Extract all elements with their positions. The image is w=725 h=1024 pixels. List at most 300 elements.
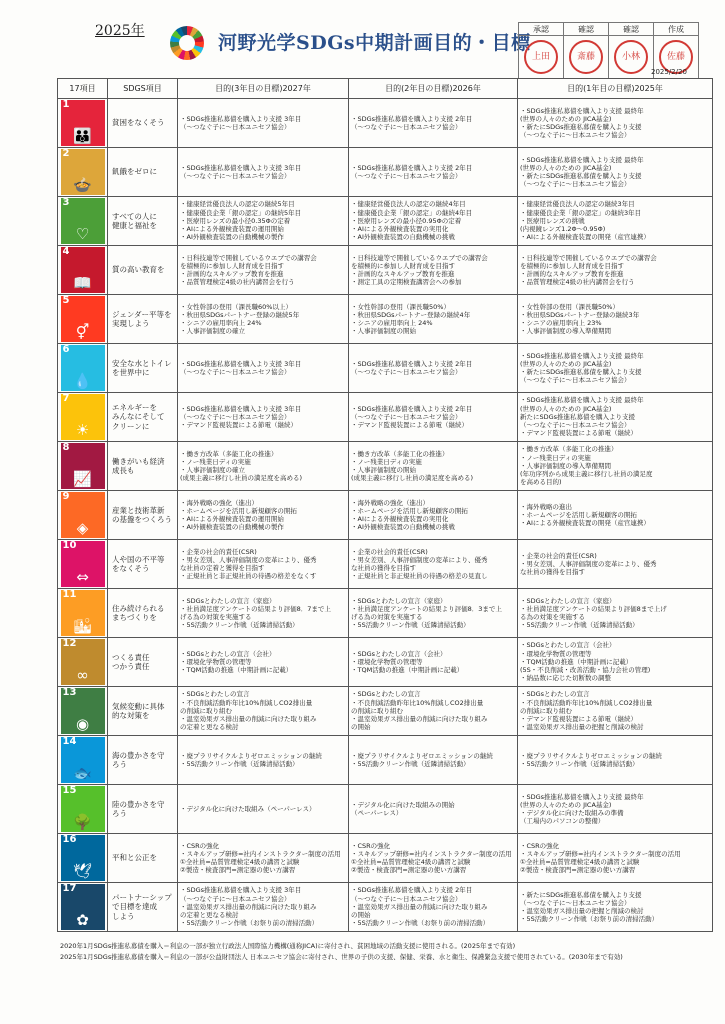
sdg-goal-icon <box>61 345 105 391</box>
target-line: ・シニアの雇用率向上 23% <box>520 319 602 327</box>
sdg-goal-icon <box>61 786 105 832</box>
target-line: (成果主義に移行し社員の満足度を高める) <box>180 474 303 483</box>
target-line: な社員の獲得を目指す <box>520 568 585 577</box>
sdg-goal-name <box>108 246 178 295</box>
target-line: ・企業の社会的責任(CSR) <box>180 547 257 556</box>
target-line: ・SDGsとわたしの宣言（家庭） <box>520 596 616 605</box>
target-line: （〜つなぐ子に〜日本ユニセフ協会） <box>180 172 291 180</box>
target-line: な社員の獲得を目指す <box>351 564 416 572</box>
sdg-goal-name <box>108 883 178 932</box>
sdg-goal-number: 7 <box>62 393 70 404</box>
goal-name-line: 安全な水とトイレ <box>112 358 172 368</box>
target-line: ・ノー残業日ディの実施 <box>180 457 251 466</box>
sdg-goal-pictogram-icon: 🕊 <box>72 861 93 880</box>
target-line: ・5S活動クリーン作戦（近隣清掃活動） <box>180 760 299 768</box>
target-line: の開始 <box>351 911 371 920</box>
target-line: ・新たにSDGs推進私募債を購入より支援 <box>520 172 642 180</box>
target-line: ・SDGs推進私募債を購入より支援 2年目 <box>351 886 473 895</box>
target-line: （〜つなぐ子に〜日本ユニセフ協会） <box>351 368 462 376</box>
target-line: (5S・不良削減・改善活動・協力会社の管理) <box>520 666 651 675</box>
target-line: の削減に取り組む <box>351 706 403 715</box>
goal-name-line: 海の豊かさを守 <box>112 750 165 760</box>
sdg-goal-number: 1 <box>62 99 70 110</box>
approval-label: 確認 <box>564 23 609 36</box>
target-line: ・企業の社会的責任(CSR) <box>520 551 597 560</box>
target-line: ・海外戦略の進出 <box>520 502 572 511</box>
document-date: 2025/2/20 <box>651 68 687 76</box>
target-line: ・温室効果ガス排出量の削減に向けた取り組み <box>351 715 488 724</box>
sdg-goal-name <box>108 344 178 393</box>
sdg-goal-name <box>108 589 178 638</box>
target-line: ・男女差別、人事評価制度の変革により、優秀 <box>520 559 657 568</box>
target-line: ・正規社員と非正規社員の待遇の格差をなくす <box>180 572 317 581</box>
goal-target-y2025 <box>518 442 713 491</box>
target-line: ・計画的なスキルアップ教育を推進 <box>180 270 284 278</box>
target-line: ・デジタル化に向けた取組みの開始 <box>351 800 455 809</box>
target-line: ・働き方改革（多能工化の推進） <box>351 449 449 458</box>
target-line: （〜つなぐ子に〜日本ユニセフ協会） <box>520 898 631 907</box>
sdg-goal-number: 9 <box>62 491 70 502</box>
goal-target-y2027 <box>178 883 349 932</box>
sdg-goal-name <box>108 540 178 589</box>
goal-name-line: を世界中に <box>112 368 150 377</box>
target-line: ・SDGs推進私募債を購入より支援 3年目 <box>180 114 302 123</box>
target-line: ・医療用レンズの最小径0.35Φの定着 <box>180 216 291 225</box>
target-line: ・ノー残業日ディの実施 <box>520 453 591 462</box>
footnote: 2025年1月SDGs推進私募債を購入＝利息の一部が公益財団法人 日本ユニセフ協会に寄付され、世界の子供の支援、保健、栄養、水と衛生、保護緊急支援で使用されている。(2030年まで有効) <box>60 953 623 961</box>
sdg-goal-icon <box>61 492 105 538</box>
target-line: ・人事評価制度の確立 <box>180 327 245 336</box>
target-line: を積極的に参加し人財育成を目指す <box>180 261 284 270</box>
target-line: (成果主義に移行し社員の満足度を高める) <box>351 474 474 483</box>
sdg-goal-number: 8 <box>62 442 70 453</box>
target-line: ・人事評価制度の導入準備期間 <box>520 327 611 336</box>
target-line: ・SDGs推進私募債を購入より支援 最終年 <box>520 792 644 801</box>
sdg-goal-name <box>108 393 178 442</box>
sdg-goal-number: 6 <box>62 344 70 355</box>
target-line: ・計画的なスキルアップ教育を推進 <box>351 270 455 278</box>
year-label: 2025年 <box>95 23 145 39</box>
target-line: （工場内のパソコンの整備） <box>520 817 605 826</box>
goal-name-line: 貧困をなくそう <box>112 118 165 128</box>
target-line: ・AIによる外観検査装置の開発（産官連携） <box>520 233 650 242</box>
goal-row <box>58 295 713 344</box>
target-line: （〜つなぐ子に〜日本ユニセフ協会） <box>180 412 291 421</box>
goal-target-y2026 <box>349 589 518 638</box>
target-line: を積極的に参加し人財育成を目指す <box>520 261 624 270</box>
goal-target-y2025 <box>518 393 713 442</box>
target-line: げる為の対策を実施する <box>351 613 423 621</box>
target-line: ・デマンド監視装置による節電（継続） <box>180 421 297 430</box>
sdg-goal-number: 2 <box>62 148 70 159</box>
target-line: ・秋田県SDGsパートナー登録の継続4年 <box>351 310 471 319</box>
target-line: ・SDGsとわたしの宣言（会社） <box>520 641 616 650</box>
approval-label: 作成 <box>654 23 699 36</box>
target-line: （ペーパーレス） <box>351 809 403 817</box>
goal-target-y2026 <box>349 491 518 540</box>
target-line: ・健康経営優良法人の認定の継続5年目 <box>180 200 295 209</box>
target-line: ・人事評価制度の開始 <box>351 327 416 336</box>
sdg-goal-name <box>108 687 178 736</box>
goal-target-y2025 <box>518 736 713 785</box>
goal-name-line: しよう <box>112 911 135 921</box>
goal-row <box>58 344 713 393</box>
target-line: ・CSRの強化 <box>180 841 220 850</box>
goal-name-line: みんなにそして <box>112 412 165 422</box>
target-line: ・AI外観検査装置の自動機械の挑戦 <box>351 523 455 532</box>
target-line: ・社員満足度アンケートの結果より評価8．7まで上 <box>180 604 331 613</box>
goal-row <box>58 393 713 442</box>
goal-row <box>58 834 713 883</box>
target-line: (世界の人々のための JICA基金) <box>520 359 612 368</box>
goal-row <box>58 246 713 295</box>
goal-target-y2025 <box>518 344 713 393</box>
goal-target-y2025 <box>518 99 713 148</box>
sdg-goal-name <box>108 638 178 687</box>
goal-target-y2027 <box>178 785 349 834</box>
sdg-goal-pictogram-icon: ✿ <box>76 910 89 929</box>
sdg-goal-number: 16 <box>62 834 77 845</box>
target-line: ・デジタル化に向けた取組み（ペーパーレス） <box>180 804 316 813</box>
target-line: ・不良削減活動昨年比10%削減しCO2排出量 <box>351 698 484 707</box>
target-line: ①全社員=品質管理検定4級の講習と試験 <box>520 858 640 866</box>
goal-row <box>58 638 713 687</box>
target-line: ・働き方改革（多能工化の推進） <box>520 445 618 454</box>
goal-name-line: 人や国の不平等 <box>112 554 165 564</box>
goal-target-y2027 <box>178 687 349 736</box>
sdg-goal-icon <box>61 198 105 244</box>
page-title: 河野光学SDGs中期計画目的・目標 <box>218 32 531 54</box>
target-line: (世界の人々のための JICA基金) <box>520 404 612 413</box>
goal-target-y2027 <box>178 491 349 540</box>
target-line: ・SDGsとわたしの宣言 <box>520 690 590 699</box>
target-line: （〜つなぐ子に〜日本ユニセフ協会） <box>520 376 631 385</box>
approval-stamp: 小林 <box>614 40 648 74</box>
column-header: 目的(1年目の目標)2025年 <box>518 79 713 99</box>
target-line: （〜つなぐ子に〜日本ユニセフ協会） <box>351 123 462 131</box>
goal-name-line: をなくそう <box>112 564 150 573</box>
sdg-goal-number: 14 <box>62 736 77 747</box>
target-line: ・女性幹部の登用（課長職50%） <box>351 302 450 311</box>
target-line: ・AIによる外観検査装置の運用開始 <box>180 515 284 523</box>
goal-name-line: 実現しよう <box>112 319 150 328</box>
goal-row <box>58 589 713 638</box>
target-line: の定着と更なる検討 <box>180 911 239 920</box>
target-line: ・SDGs推進私募債を購入より支援 最終年 <box>520 106 644 115</box>
target-line: ・5S活動クリーン作戦（お祭り前の清掃活動） <box>351 919 490 928</box>
target-line: ・品質管理検定4級の社内講習会を行う <box>180 278 295 287</box>
column-header: 目的(3年目の目標)2027年 <box>178 79 349 99</box>
target-line: ・シニアの雇用率向上 24% <box>180 319 262 327</box>
target-line: ・AI外観検査装置の自動機械の製作 <box>180 233 284 242</box>
sdg-goal-name <box>108 197 178 246</box>
target-line: ・SDGs推進私募債を購入より支援 3年目 <box>180 163 302 172</box>
sdg-goal-number: 15 <box>62 785 77 796</box>
target-line: ・社員満足度アンケートの結果より評価8まで上げ <box>520 604 667 613</box>
sdg-goal-number: 17 <box>62 883 77 894</box>
approval-stamp: 上田 <box>524 40 558 74</box>
goal-target-y2027 <box>178 148 349 197</box>
goal-target-y2027 <box>178 589 349 638</box>
goal-name-line: 的な対策を <box>112 711 150 720</box>
target-line: げる為の対策を実施する <box>180 613 252 621</box>
target-line: ・SDGsとわたしの宣言（家庭） <box>180 596 276 605</box>
target-line: （〜つなぐ子に〜日本ユニセフ協会） <box>351 412 462 421</box>
target-line: ・医療用レンズの挑戦 <box>520 216 585 225</box>
target-line: ・SDGs推進私募債を購入より支援 最終年 <box>520 155 644 164</box>
sdg-goal-icon <box>61 737 105 783</box>
goal-target-y2027 <box>178 393 349 442</box>
goal-target-y2026 <box>349 736 518 785</box>
goal-target-y2027 <box>178 540 349 589</box>
target-line: ・日科技連等で開催しているウエブでの講習会 <box>520 253 657 262</box>
sdg-goal-icon <box>61 100 105 146</box>
target-line: (年功序列から成果主義に移行し社員の満足度 <box>520 470 653 479</box>
target-line: ・海外戦略の強化（進出） <box>180 498 258 507</box>
goal-name-line: 健康と福祉を <box>112 221 157 230</box>
target-line: ・廃プラリサイクルよりゼロエミッションの継続 <box>520 751 662 760</box>
target-line: ・デマンド監視装置による節電（継続） <box>520 429 637 438</box>
target-line: ・日科技連等で開催しているウエブでの講習会 <box>180 253 317 262</box>
target-line: ・健康優良企業「銀の認定」の継続4年目 <box>351 208 473 217</box>
target-line: ・働き方改革（多能工化の推進） <box>180 449 278 458</box>
sdg-goal-name <box>108 148 178 197</box>
sdg-goal-number: 5 <box>62 295 70 306</box>
goal-target-y2025 <box>518 589 713 638</box>
target-line: ・5S活動クリーン作戦（近隣清掃活動） <box>520 760 639 768</box>
goal-name-line: 陸の豊かさを守 <box>112 799 165 809</box>
sdgs-wheel-icon <box>170 26 204 60</box>
target-line: ・5S活動クリーン作戦（近隣清掃活動） <box>180 621 299 630</box>
sdg-goal-name <box>108 99 178 148</box>
target-line: ・スキルアップ研修=社内インストラクター制度の活用 <box>520 849 681 858</box>
goal-target-y2026 <box>349 344 518 393</box>
sdg-goal-icon <box>61 590 105 636</box>
goal-target-y2025 <box>518 540 713 589</box>
goal-target-y2025 <box>518 883 713 932</box>
goal-name-line: 産業と技術革新 <box>112 505 165 515</box>
sdg-goal-pictogram-icon: ☀ <box>75 420 90 439</box>
target-line: ・女性幹部の登用（課長職50%） <box>520 302 619 311</box>
sdg-goal-name <box>108 295 178 344</box>
target-line: （〜つなぐ子に〜日本ユニセフ協会） <box>180 894 291 903</box>
sdg-goal-pictogram-icon: ◉ <box>75 714 90 733</box>
goal-name-line: 成長も <box>112 466 135 475</box>
target-line: の削減に取り組む <box>520 706 572 715</box>
target-line: ・ホームページを活用し新規顧客の開拓 <box>520 510 637 519</box>
goal-row <box>58 540 713 589</box>
target-line: ・環境化学物質の管理等 <box>520 649 592 658</box>
goal-name-line: 質の高い教育を <box>112 265 165 275</box>
target-line: ・不良削減活動昨年比10%削減しCO2排出量 <box>520 698 653 707</box>
target-line: ・SDGs推進私募債を購入より支援 3年目 <box>180 359 302 368</box>
column-header: 目的(2年目の目標)2026年 <box>349 79 518 99</box>
target-line: る為の対策を実施する <box>520 613 585 621</box>
goal-row <box>58 442 713 491</box>
sdg-goal-pictogram-icon: ⇔ <box>76 567 89 586</box>
sdg-goal-icon <box>61 394 105 440</box>
goal-target-y2025 <box>518 834 713 883</box>
target-line: ・SDGs推進私募債を購入より支援 2年目 <box>351 114 473 123</box>
target-line: ・日科技連等で開催しているウエブでの講習会 <box>351 253 488 262</box>
goal-name-line: クリーンに <box>112 421 150 431</box>
goal-row <box>58 785 713 834</box>
target-line: ・計画的なスキルアップ教育を推進 <box>520 270 624 278</box>
sdg-goal-icon <box>61 688 105 734</box>
target-line: （〜つなぐ子に〜日本ユニセフ協会） <box>351 172 462 180</box>
target-line: ①全社員=品質管理検定4級の講習と試験 <box>351 858 471 866</box>
goal-target-y2027 <box>178 295 349 344</box>
target-line: ・CSRの強化 <box>520 841 560 850</box>
goal-target-y2026 <box>349 246 518 295</box>
sdg-goal-pictogram-icon: 👪 <box>73 126 92 145</box>
target-line: ・スキルアップ研修=社内インストラクター制度の活用 <box>180 849 341 858</box>
goal-target-y2025 <box>518 148 713 197</box>
target-line: ・温室効果ガス排出量の削減に向けた取り組み <box>180 715 317 724</box>
target-line: ・デマンド監視装置による節電（継続） <box>520 715 637 724</box>
target-line: ・SDGsとわたしの宣言 <box>180 690 250 699</box>
target-line: ・AI外観検査装置の自動機械の挑戦 <box>351 233 455 242</box>
goal-target-y2026 <box>349 442 518 491</box>
sdg-goal-pictogram-icon: 🏙 <box>72 616 93 635</box>
target-line: ・5S活動クリーン作戦（お祭り前の清掃活動） <box>520 915 659 924</box>
target-line: ・AI外観検査装置の自動機械の製作 <box>180 523 284 532</box>
goal-target-y2027 <box>178 442 349 491</box>
target-line: ・社員満足度アンケートの結果より評価8．3まで上 <box>351 604 502 613</box>
target-line: ・SDGsとわたしの宣言 <box>351 690 421 699</box>
target-line: ・新たにSDGs推進私募債を購入より支援 <box>520 890 642 899</box>
sdg-goal-pictogram-icon: 🌳 <box>73 812 92 831</box>
goal-name-line: まちづくりを <box>112 613 157 622</box>
goal-target-y2026 <box>349 687 518 736</box>
goal-row <box>58 148 713 197</box>
goal-name-line: ろう <box>112 760 127 769</box>
goal-name-line: つかう責任 <box>112 662 150 671</box>
goal-rows <box>58 99 713 932</box>
target-line: ・健康優良企業「銀の認定」の継続5年目 <box>180 208 302 217</box>
target-line: ・不良削減活動昨年比10%削減しCO2排出量 <box>180 698 313 707</box>
target-line: ・温室効果ガス排出量の削減に向けた取り組み <box>180 902 317 911</box>
sdg-goal-icon <box>61 247 105 293</box>
target-line: ・ノー残業日ディの実施 <box>351 457 422 466</box>
goal-target-y2026 <box>349 785 518 834</box>
sdg-goal-icon <box>61 149 105 195</box>
goal-target-y2027 <box>178 834 349 883</box>
sdg-goal-number: 3 <box>62 197 70 208</box>
sdg-goal-icon <box>61 541 105 587</box>
target-line: ・SDGs推進私募債を購入より支援 3年目 <box>180 404 302 413</box>
target-line: ・新たにSDGs推進私募債を購入より支援 <box>520 123 642 131</box>
goal-name-line: つくる責任 <box>112 652 150 662</box>
target-line: ・AIによる外観検査装置の実用化 <box>351 515 449 523</box>
target-line: （〜つなぐ子に〜日本ユニセフ協会） <box>180 123 291 131</box>
target-line: ・温室効果ガス排出量の把握と削減の検討 <box>520 907 644 915</box>
target-line: の削減に取り組む <box>180 706 232 715</box>
goal-name-line: ジェンダー平等を <box>112 309 172 319</box>
goal-name-line: 平和と公正を <box>112 853 157 863</box>
goal-row <box>58 883 713 932</box>
sdg-goal-number: 11 <box>62 589 77 600</box>
target-line: ・TQM活動の推進（中期計画に記載） <box>520 657 633 666</box>
target-line: ・5S活動クリーン作戦（近隣清掃活動） <box>351 621 470 630</box>
goal-target-y2027 <box>178 736 349 785</box>
target-line: ②製造・検査部門=測定器の使い方講習 <box>520 866 636 875</box>
goal-name-line: 住み続けられる <box>112 603 165 613</box>
target-line: (世界の人々のための JICA基金) <box>520 163 612 172</box>
target-line: ・ホームページを活用し新規顧客の開拓 <box>351 506 468 515</box>
sdg-goal-number: 10 <box>62 540 77 551</box>
target-line: ・健康優良企業「銀の認定」の継続3年目 <box>520 208 642 217</box>
sdg-goal-icon <box>61 296 105 342</box>
target-line: ・TQM活動の推進（中期計画に記載） <box>180 666 293 675</box>
goal-name-line: エネルギーを <box>112 402 157 412</box>
goal-row <box>58 99 713 148</box>
sdg-goal-name <box>108 736 178 785</box>
goal-target-y2027 <box>178 638 349 687</box>
goal-target-y2026 <box>349 638 518 687</box>
target-line: な社員の定着と獲得を目指す <box>180 564 265 572</box>
target-line: ・人事評価制度の開始 <box>351 466 416 474</box>
target-line: ・測定工具の定期検査講習会への参加 <box>351 278 462 287</box>
goal-name-line: 気候変動に具体 <box>112 701 165 711</box>
target-line: ・スキルアップ研修=社内インストラクター制度の活用 <box>351 849 512 858</box>
goal-target-y2026 <box>349 295 518 344</box>
target-line: ②製造・検査部門=測定器の使い方講習 <box>351 866 467 875</box>
goal-name-line: で目標を達成 <box>112 902 157 912</box>
target-line: ・SDGsとわたしの宣言（会社） <box>351 649 447 658</box>
target-line: ・女性幹部の登用（課長職60%以上） <box>180 302 292 311</box>
goal-name-line: すべての人に <box>112 211 157 221</box>
target-line: ・正規社員と非正規社員の待遇の格差の見直し <box>351 572 488 581</box>
target-line: 新たにSDGs推進私募債を購入より支援 <box>520 412 636 421</box>
column-header: 17項目 <box>58 79 108 99</box>
target-line: ・5S活動クリーン作戦（近隣清掃活動） <box>520 621 639 630</box>
goal-target-y2026 <box>349 834 518 883</box>
sdg-goal-name <box>108 442 178 491</box>
approval-label: 確認 <box>609 23 654 36</box>
approval-stamp: 斎藤 <box>569 40 603 74</box>
target-line: （〜つなぐ子に〜日本ユニセフ協会） <box>180 368 291 376</box>
goal-target-y2027 <box>178 99 349 148</box>
target-line: ・秋田県SDGsパートナー登録の継続3年 <box>520 310 640 319</box>
target-line: ・デマンド監視装置による節電（継続） <box>351 421 468 430</box>
sdg-goal-name <box>108 785 178 834</box>
target-line: の定着と更なる検討 <box>180 723 239 732</box>
sdg-goal-pictogram-icon: ∞ <box>76 665 89 684</box>
target-line: ・男女差別、人事評価制度の変革により、優秀 <box>351 555 488 564</box>
target-line: ・新たにSDGs推進私募債を購入より支援 <box>520 368 642 376</box>
sdg-goal-icon <box>61 639 105 685</box>
target-line: ・温室効果ガス排出量の削減に向けた取り組み <box>351 902 488 911</box>
sdg-goal-pictogram-icon: 🐟 <box>73 763 92 782</box>
target-line: ・5S活動クリーン作戦（お祭り前の清掃活動） <box>180 919 319 928</box>
sdg-goal-number: 4 <box>62 246 70 257</box>
target-line: ・SDGs推進私募債を購入より支援 2年目 <box>351 163 473 172</box>
goal-target-y2026 <box>349 540 518 589</box>
target-line: ・健康経営優良法人の認定の継続4年目 <box>351 200 466 209</box>
target-line: ・AIによる外観検査装置の運用開始 <box>180 225 284 234</box>
sdg-goal-icon <box>61 443 105 489</box>
target-line: の開始 <box>351 723 371 732</box>
approval-label: 承認 <box>519 23 564 36</box>
target-line: ・SDGs推進私募債を購入より支援 2年目 <box>351 359 473 368</box>
target-line: ・健康経営優良法人の認定の継続3年目 <box>520 200 635 209</box>
sdg-goal-pictogram-icon: ♡ <box>75 224 90 243</box>
sdgs-plan-table <box>57 78 713 932</box>
goal-target-y2027 <box>178 246 349 295</box>
target-line: ・AIによる外観検査装置の実用化 <box>351 225 449 234</box>
target-line: （〜つなぐ子に〜日本ユニセフ協会） <box>520 131 631 140</box>
